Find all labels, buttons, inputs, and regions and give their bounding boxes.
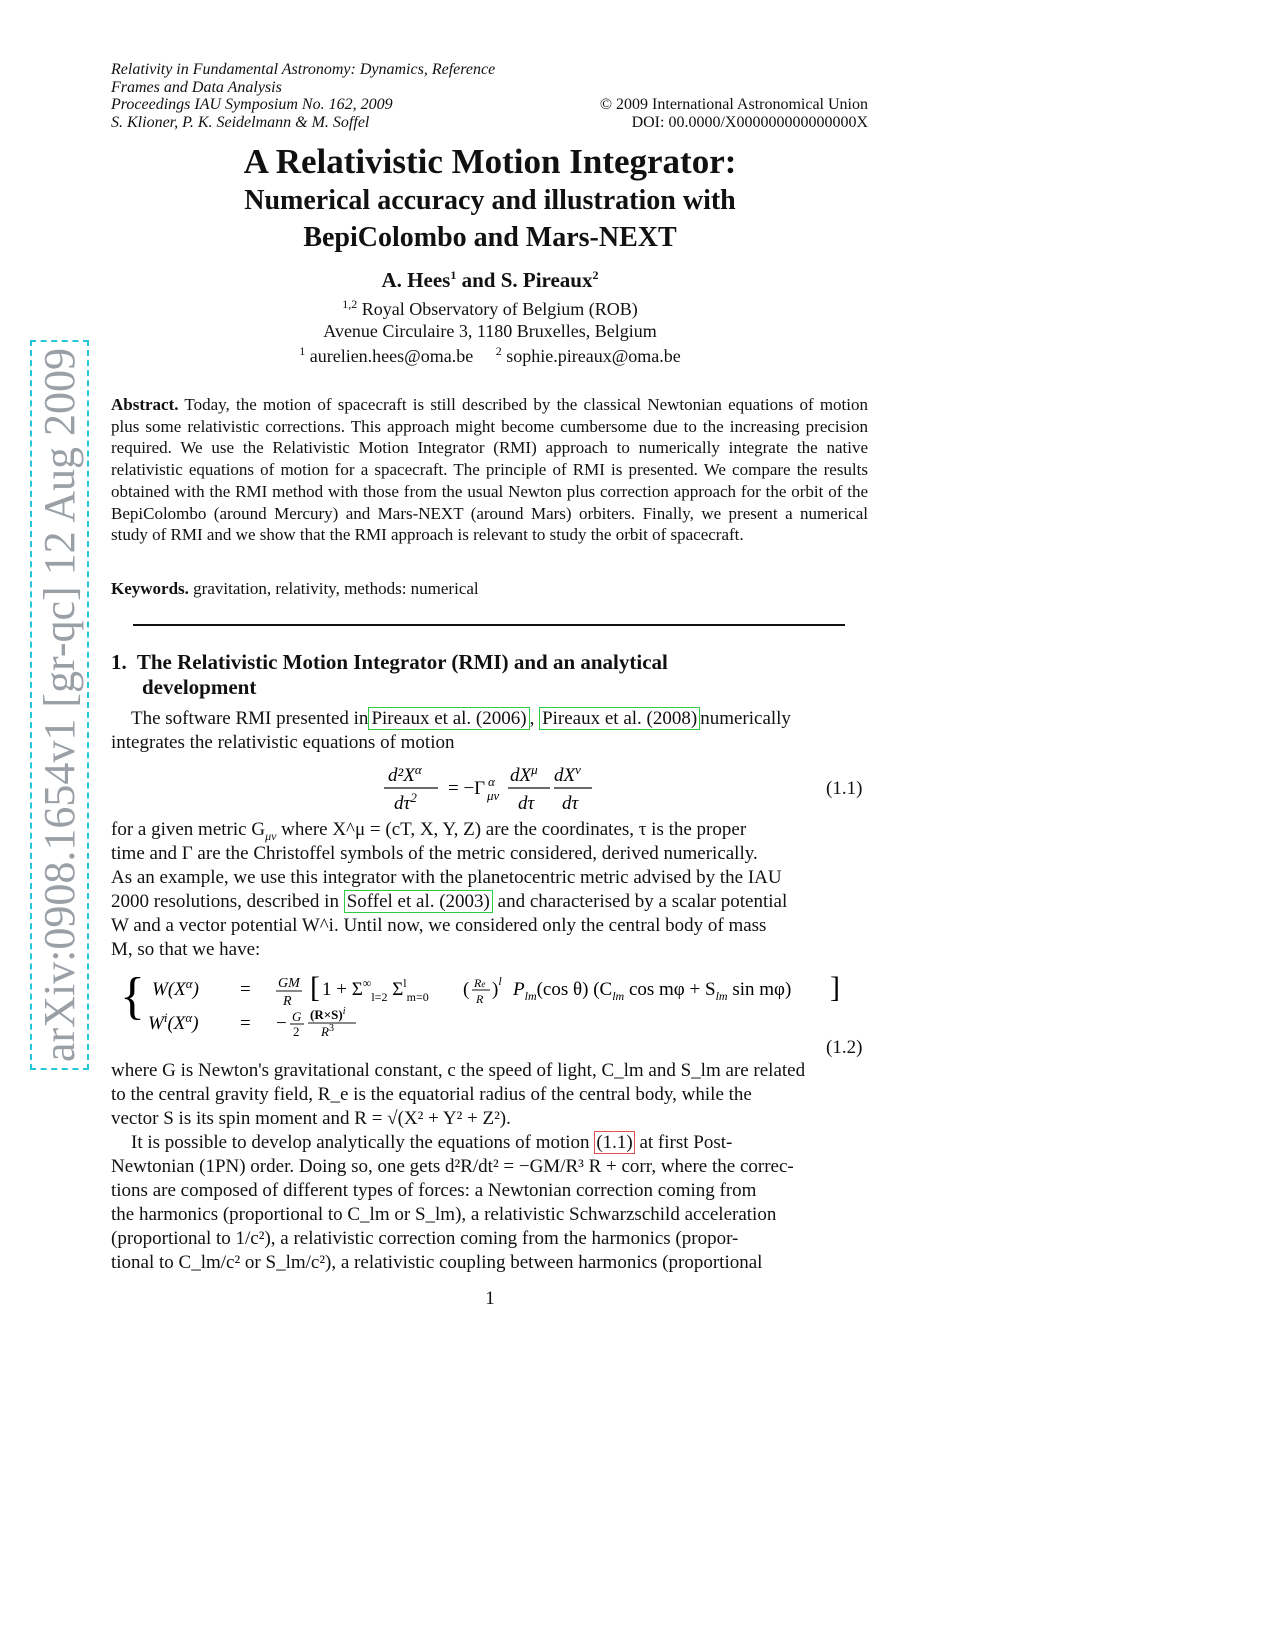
svg-text:α: α (488, 774, 495, 789)
paragraph-1: The software RMI presented in Pireaux et al. (2006) , Pireaux et al. (2008) numerically integrates the relativistic equations of motion (111, 708, 791, 753)
svg-text:= −Γ: = −Γ (448, 778, 486, 799)
equation-1-2-number: (1.2) (826, 1037, 863, 1058)
affiliation: $^{1,2}$ Royal Observatory of Belgium (ROB) (342, 297, 638, 319)
svg-text:=: = (240, 979, 251, 1000)
section-title-line1: The Relativistic Motion Integrator (RMI) and an analytical (136, 650, 668, 674)
svg-text:dXν: $dX^\nu$ (554, 762, 581, 786)
proceedings-title-line1: Relativity in Fundamental Astronomy: Dynamics, Reference (111, 61, 496, 78)
paper-title-line3: BepiColombo and Mars-NEXT (303, 222, 677, 253)
abstract-label: Abstract. (111, 395, 179, 414)
doi: DOI: 00.0000/X000000000000000X (631, 114, 868, 131)
citation-pireaux-2006[interactable]: Pireaux et al. (2006) (368, 707, 529, 730)
equation-reference-1-1[interactable]: (1.1) (596, 1132, 633, 1153)
svg-text:=: = (240, 1013, 251, 1034)
citation-pireaux-2008[interactable]: Pireaux et al. (2008) (539, 707, 700, 730)
author-pireaux: S. Pireaux (500, 268, 593, 292)
keywords-text: gravitation, relativity, methods: numerical (193, 579, 479, 598)
svg-text:(R×S)i: $(R\times S)^i$ (310, 1006, 346, 1022)
paper-title-line1: A Relativistic Motion Integrator: (243, 142, 737, 181)
section-number: 1. (111, 650, 127, 674)
svg-text:−: − (276, 1013, 287, 1034)
svg-text:dτ: dτ (562, 793, 579, 814)
svg-text:R: R (476, 992, 484, 1006)
paragraph-3: where G is Newton's gravitational constant, c the speed of light, C_lm and S_lm are related to the central gravity field, R_e is the equatorial radius of the central body, while the vector S is its spin moment and R = √(X² + Y² + Z²). (111, 1060, 806, 1129)
paragraph-4: It is possible to develop analytically the equations of motion (1.1) at first Post- Newtonian (1PN) order. Doing so, one gets d²R/dt² = −GM/R³ R + corr, where the correc- tions are composed of different types of forces: a Newtonian correction coming from the harmonics (proportional to C_lm or S_lm), a relativistic Schwarzschild acceleration (proportional to 1/c²), a relativistic correction coming from the harmonics (propor- tional to C_lm/c² or S_lm/c²), a relativistic coupling between harmonics (proportional (111, 1132, 794, 1273)
section-heading (111, 650, 871, 700)
keywords-label: Keywords. (111, 579, 189, 598)
svg-text:μν: μν (487, 788, 500, 803)
affiliation-marker: 1,2 (342, 297, 358, 311)
svg-text:[: [ (310, 971, 320, 1004)
proceedings-title-line2: Frames and Data Analysis (111, 79, 282, 96)
proceedings-title-line3: Proceedings IAU Symposium No. 162, 2009 (111, 96, 393, 113)
svg-text:G: G (292, 1009, 302, 1024)
authors: A. Hees$^1$ and S. Pireaux$^2$ (381, 268, 599, 292)
svg-text:1 + Σ∞l=2 Σlm=0: $1 + \Sigma^\infty_{l=2}$ $\Sigma^l_{m=0}$ (322, 976, 429, 1004)
section-divider (133, 624, 845, 626)
svg-text:Wi(Xα): $W^i(X^\alpha)$ (148, 1010, 199, 1034)
paper-title-line2: Numerical accuracy and illustration with (244, 185, 736, 216)
citation-soffel-2003[interactable]: Soffel et al. (2003) (344, 890, 493, 913)
svg-text:W(Xα): $W(X^\alpha)$ (152, 976, 199, 1000)
equation-1-1-render (380, 762, 640, 818)
arxiv-stamp: arXiv:0908.1654v1 [gr-qc] 12 Aug 2009 (30, 340, 89, 1070)
address: Avenue Circulaire 3, 1180 Bruxelles, Belgium (323, 321, 657, 341)
page-number: 1 (485, 1288, 495, 1309)
svg-text:dXμ: $dX^\mu$ (510, 762, 538, 786)
svg-text:{: { (120, 968, 145, 1025)
email-pireaux[interactable]: sophie.pireaux@oma.be (506, 346, 681, 366)
equation-1-1 (380, 762, 640, 818)
equation-1-2-render (118, 965, 858, 1037)
svg-text:Plm(cos θ) (Clm cos mφ + Slm s: $P_{lm}(\cos$ θ) ($C_{lm}$ $\cos m\varphi + S_{lm}$ sin mφ) (513, 979, 792, 1003)
paragraph-2: for a given metric $G_{\mu\nu}$ where X^μ = (cT, X, Y, Z) are the coordinates, τ is the proper time and Γ are the Christoffel symbols of the metric considered, derived numerically. As an example, we use this integrator with the planetocentric metric advised by the IAU 2000 resolutions, described in Soffel et al. (2003) and characterised by a scalar potential W and a vector potential W^i. Until now, we considered only the central body of mass M, so that we have: (111, 819, 788, 960)
copyright-notice: © 2009 International Astronomical Union (599, 96, 868, 113)
svg-text:d²Xα: $d^2X^\alpha$ (388, 762, 422, 786)
svg-text:GM: GM (278, 976, 300, 991)
svg-text:]: ] (830, 971, 840, 1004)
email-hees[interactable]: aurelien.hees@oma.be (309, 346, 474, 366)
proceedings-editors: S. Klioner, P. K. Seidelmann & M. Soffel (111, 114, 370, 131)
svg-text:2: 2 (293, 1024, 300, 1037)
emails: $^1$ aurelien.hees@oma.be $^2$ sophie.pireaux@oma.be (299, 344, 681, 366)
svg-text:dτ2: $d\tau^2$ (394, 790, 417, 814)
svg-text:R3: $R^3$ (321, 1023, 334, 1037)
svg-text:R: R (283, 994, 292, 1009)
svg-text:(: ( (463, 979, 470, 1000)
svg-text:Re: Re (474, 976, 486, 990)
svg-text:)l: )$^l$ (492, 974, 502, 1000)
abstract-text: Today, the motion of spacecraft is still described by the classical Newtonian equations of motion plus some relativistic corrections. This approach might become cumbersome due to the increasing precision required. We use the Relativistic Motion Integrator (RMI) approach to numerically integrate the native relativistic equations of motion for a spacecraft. The principle of RMI is presented. We compare the results obtained with the RMI method with those from the usual Newton plus correction approach for the orbit of the BepiColombo (around Mercury) and Mars-NEXT (around Mars) orbiters. Finally, we present a numerical study of RMI and we show that the RMI approach is relevant to study the orbit of spacecraft. (111, 395, 868, 545)
abstract (111, 394, 868, 546)
equation-1-1-number: (1.1) (826, 778, 863, 799)
author-hees: A. Hees (381, 268, 451, 292)
keywords (111, 578, 868, 600)
section-title-line2: development (142, 675, 257, 699)
equation-1-2 (118, 965, 858, 1037)
svg-text:dτ: dτ (518, 793, 535, 814)
authors-and: and (461, 268, 496, 292)
